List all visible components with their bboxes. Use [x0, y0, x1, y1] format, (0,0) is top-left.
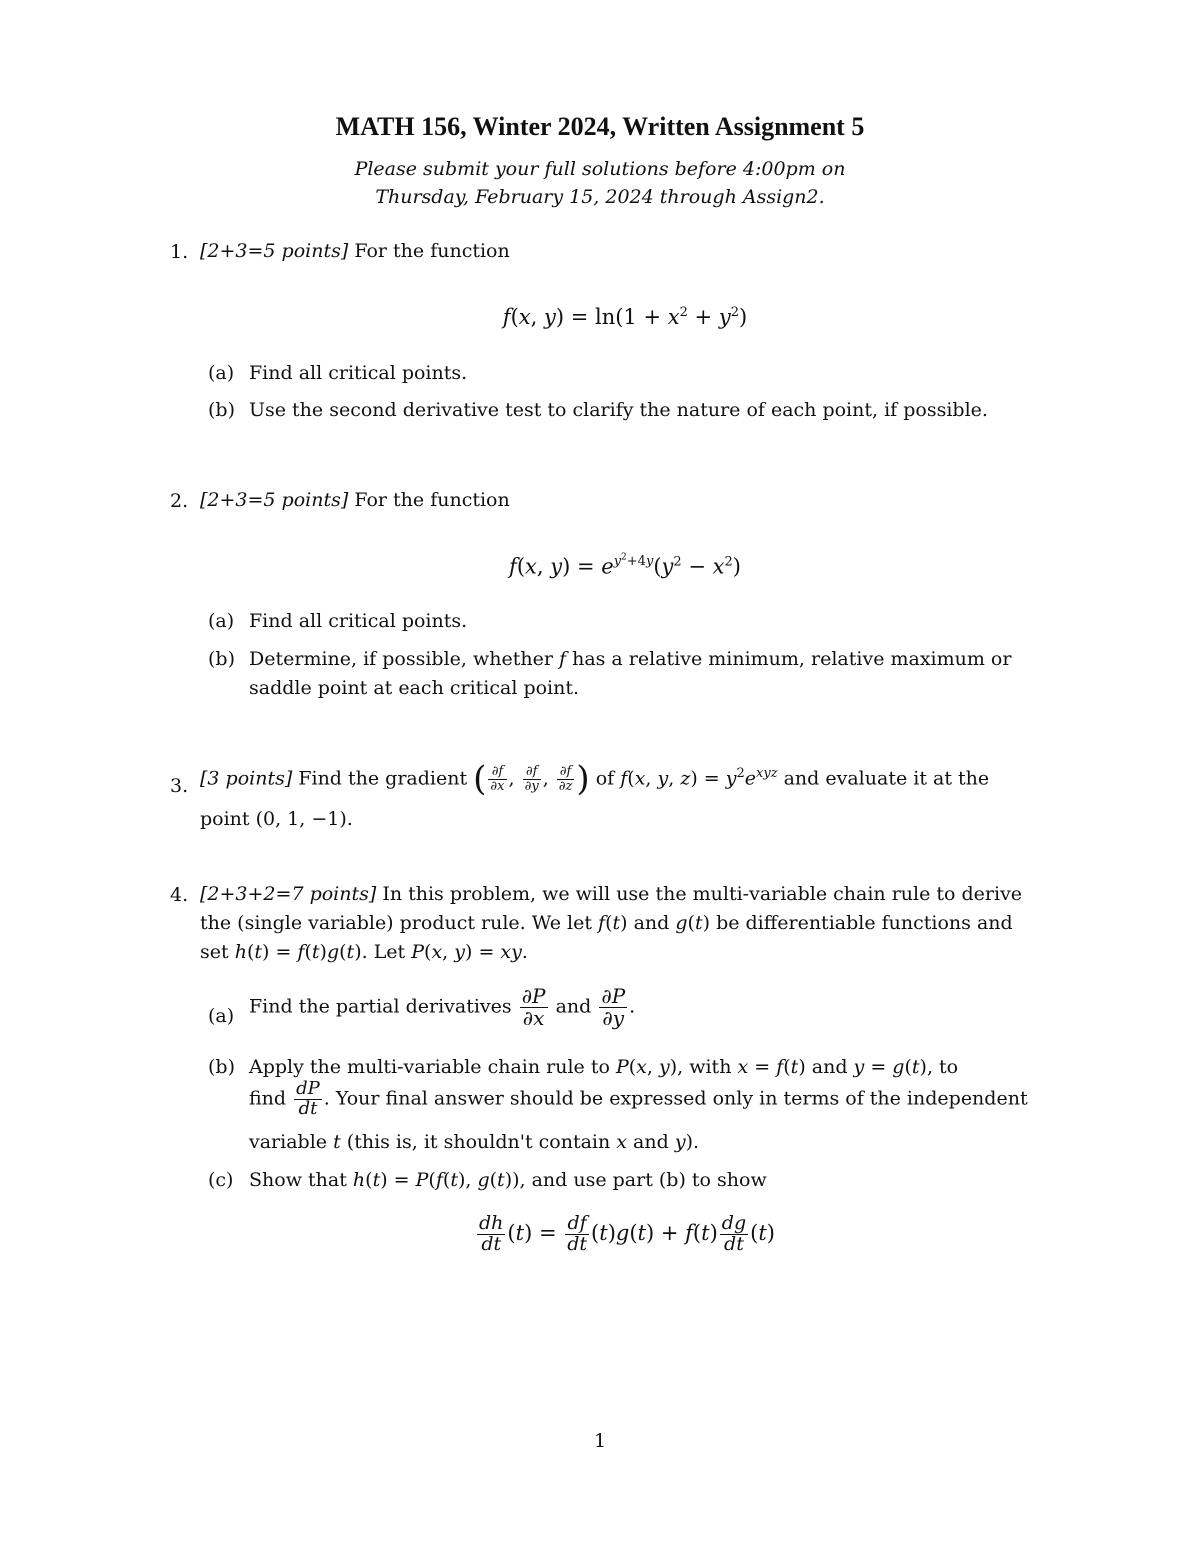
problem-2-equation: f(x, $y) = e^{y^2+4y}(y^2 - x^2)$: [509, 553, 741, 579]
problem-4-intro-line1: [2+3+2=7 points] In this problem, we will use the multi-variable chain rule to derive: [200, 883, 1023, 905]
problem-2b-label: (b): [208, 648, 235, 670]
subtitle-line-2: Thursday, February 15, 2024 through Assign2.: [375, 186, 825, 208]
problem-1a-text: Find all critical points.: [249, 362, 468, 384]
page-title: MATH 156, Winter 2024, Written Assignment 5: [335, 112, 865, 141]
problem-2a-label: (a): [208, 610, 235, 632]
problem-4c-label: (c): [208, 1169, 234, 1191]
problem-4-points: [2+3+2=7 points]: [200, 883, 377, 905]
problem-4b-line2: find $\frac{dP}{dt}$ . Your final answer should be expressed only in terms of the independent: [249, 1078, 1028, 1119]
problem-1-intro: [200, 237, 1055, 266]
problem-2-intro: [200, 486, 1055, 515]
problem-4b-label: (b): [208, 1056, 235, 1078]
problem-2-points: [2+3=5 points]: [200, 489, 349, 511]
problem-1-equation: f(x, $y) = \ln(1 + x^2 + y^2)$: [502, 305, 748, 329]
problem-1b-label: (b): [208, 399, 235, 421]
problem-4a-label: (a): [208, 1005, 235, 1027]
problem-4c-text: Show that h(t) = P(f(t), g(t)), and use part (b) to show: [249, 1169, 767, 1191]
problem-4a-text: Find the partial derivatives $\frac{\partial P}{\partial x}$ and $\frac{\partial P}{\partial y}$ .: [249, 984, 636, 1030]
problem-2b-text: Determine, if possible, whether f has a relative minimum, relative maximum or saddle point at each critical point.: [249, 648, 1012, 699]
problem-1-points: [2+3=5 points]: [200, 240, 349, 262]
problem-4c-equation: $\frac{dh}{dt}$ (t) = $\frac{df}{dt}$ (t)g(t) + f(t) $\frac{dg}{dt}$ (t): [479, 1212, 775, 1255]
subtitle-line-1: Please submit your full solutions before 4:00pm on: [354, 158, 846, 180]
problem-3-text-line2: point (0, 1, −1).: [200, 808, 353, 830]
problem-1b-text: Use the second derivative test to clarify the nature of each point, if possible.: [249, 399, 988, 421]
problem-3-text: [3 points] Find the gradient ( $\frac{\partial f}{\partial x}$ , $\frac{\partial f}{\partial y}$ , $\frac{\partial f}{\partial z}$ ) of f(x, y, $z) = y^2e^{xyz}$ and evaluate it at the: [200, 758, 990, 799]
problem-1-intro-text: For the function: [354, 240, 510, 262]
problem-3-points: [3 points]: [200, 767, 293, 790]
problem-4-number: 4.: [170, 884, 189, 906]
problem-2-number: 2.: [170, 490, 189, 512]
problem-4b-line3: variable t (this is, it shouldn't contain x and y).: [249, 1131, 700, 1153]
problem-2a-text: Find all critical points.: [249, 610, 468, 632]
problem-4-intro-line2: the (single variable) product rule. We let f(t) and g(t) be differentiable functions and: [200, 912, 1013, 934]
problem-4b-line1: Apply the multi-variable chain rule to P(x, y), with x = f(t) and y = g(t), to: [249, 1056, 959, 1078]
problem-2-intro-text: For the function: [354, 489, 510, 511]
problem-1-number: 1.: [170, 241, 189, 263]
page-number: 1: [593, 1430, 607, 1452]
problem-1a-label: (a): [208, 362, 235, 384]
problem-4-intro-line3: set h(t) = f(t)g(t). Let P(x, y) = xy.: [200, 941, 528, 963]
problem-3-number: 3.: [170, 775, 189, 797]
